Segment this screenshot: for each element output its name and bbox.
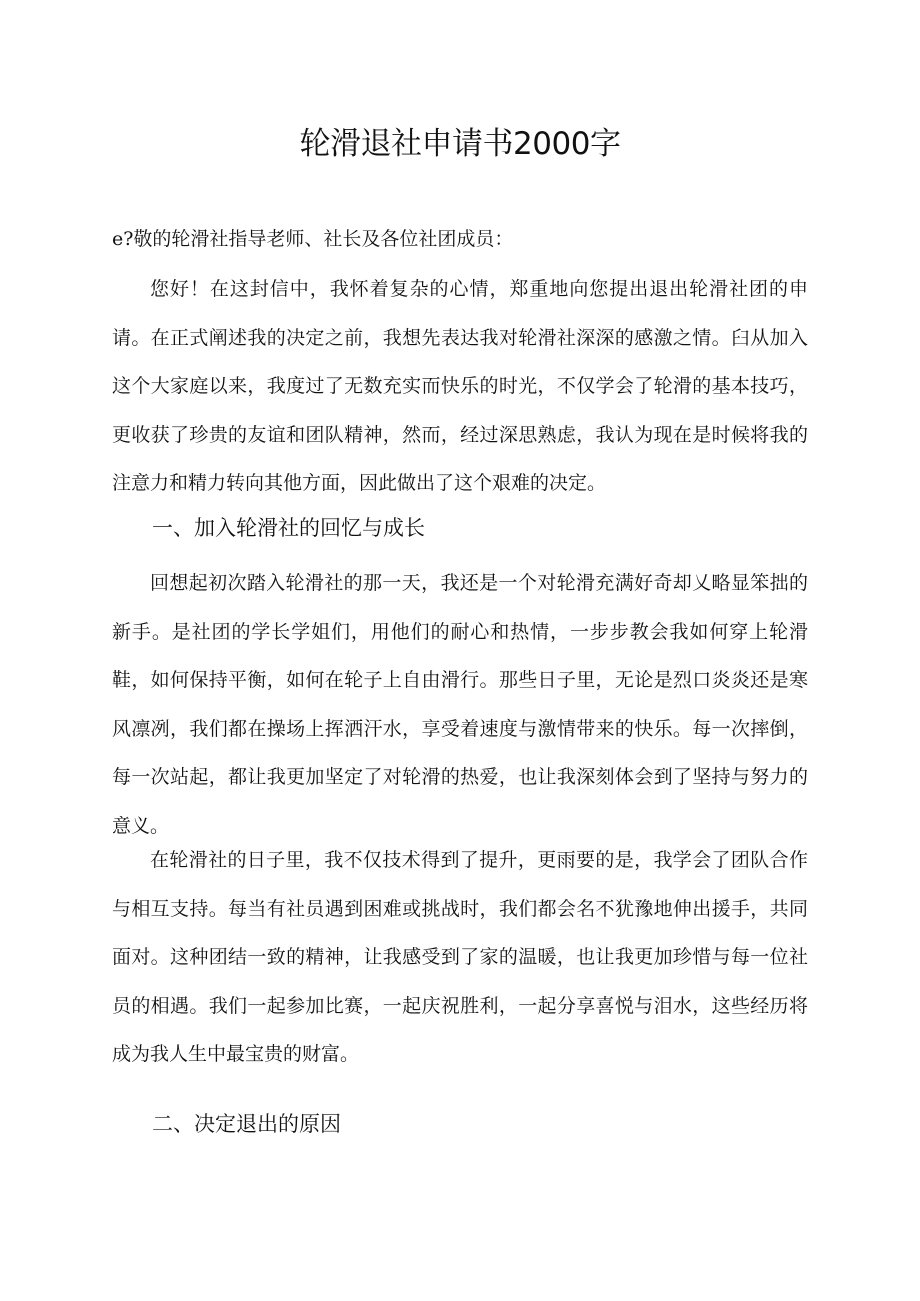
section-heading-memories: 一、加入轮滑社的回忆与成长 [152,516,425,540]
paragraph-teamwork: 在轮滑社的日子里，我不仅技术得到了提升，更雨要的是，我学会了团队合作与相互支持。每当有社员遇到困难或挑战时，我们都会名不犹豫地伸出援手，共同面对。这种团结一致的精神，让我感受到了家的温暖，也让我更加珍惜与每一位社员的相遇。我们一起参加比赛，一起庆祝胜利，一起分享喜悦与泪水，这些经历将成为我人生中最宝贵的财富。 [112,849,808,1065]
section-heading-reasons: 二、决定退出的原因 [152,1112,341,1136]
document-title: 轮滑退社申请书2000字 [299,126,621,162]
paragraph-intro: 您好！在这封信中，我怀着复杂的心情，郑重地向您提出退出轮滑社团的申请。在正式阐述我的决定之前，我想先表达我对轮滑社深深的感激之情。臼从加入这个大家庭以来，我度过了无数充实而快乐的时光，不仅学会了轮滑的基本技巧，更收获了珍贵的友谊和团队精神，然而，经过深思熟虑，我认为现在是时候将我的注意力和精力转向其他方面，因此做出了这个艰难的决定。 [112,278,808,494]
paragraph-memories: 回想起初次踏入轮滑社的那一天，我还是一个对轮滑充满好奇却乂略显笨拙的新手。是社团的学长学姐们，用他们的耐心和热情，一步步教会我如何穿上轮滑鞋，如何保持平衡，如何在轮子上自由滑行。那些日子里，无论是烈口炎炎还是寒风凛冽，我们都在操场上挥洒汗水，享受着速度与激情带来的快乐。每一次摔倒，每一次站起，都让我更加坚定了对轮滑的热爱，也让我深刻体会到了坚持与努力的意义。 [112,572,808,837]
salutation: e?敬的轮滑社指导老师、社长及各位社团成员： [112,228,514,250]
